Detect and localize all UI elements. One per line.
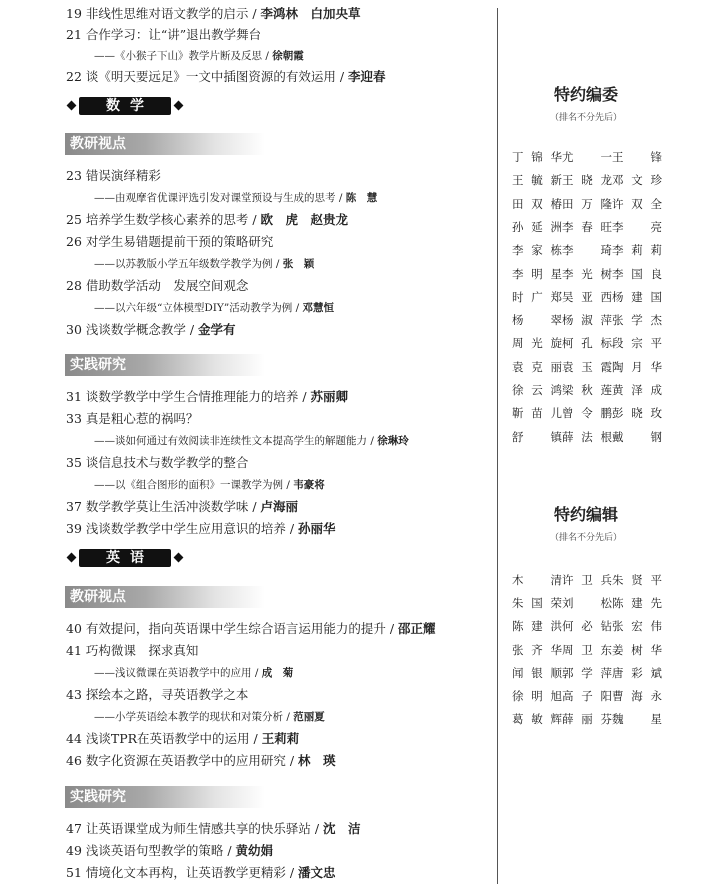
- toc-subentry[interactable]: [94, 477, 325, 493]
- person-name: 李 琦: [562, 243, 612, 258]
- person-name: 王 锋: [612, 150, 662, 164]
- entry-author: 李迎春: [348, 69, 386, 84]
- entry-author: 徐朝霞: [272, 50, 304, 62]
- toc-entry[interactable]: [66, 389, 348, 405]
- entry-title: 37 数学教学莫让生活冲淡数学味 /: [66, 499, 261, 514]
- person-name: 丁锦华: [512, 150, 562, 164]
- entry-title: 28 借助数学活动 发展空间观念: [66, 278, 249, 293]
- committee-note: （排名不分先后）: [549, 113, 622, 123]
- toc-entry[interactable]: [66, 322, 236, 338]
- toc-entry[interactable]: [66, 821, 361, 837]
- person-name: 孙延洲: [512, 219, 562, 234]
- toc-entry[interactable]: [66, 168, 161, 184]
- entry-title: 21 合作学习：让“讲”退出教学舞台: [66, 27, 262, 42]
- diamond-icon: [67, 101, 77, 111]
- person-name: 杨建国: [612, 289, 662, 304]
- person-name: 薛丽芬: [562, 712, 612, 727]
- person-name: 杨淑萍: [562, 313, 612, 328]
- person-name: 邓文珍: [612, 173, 662, 188]
- person-name: 袁克丽: [512, 359, 562, 374]
- committee-title: 特约编委: [553, 85, 618, 104]
- entry-author: 沈 洁: [323, 821, 361, 836]
- entry-author: 韦豪将: [293, 479, 325, 491]
- name-row: [512, 405, 662, 421]
- diamond-icon: [67, 553, 77, 563]
- category-label: 实践研究: [70, 357, 126, 373]
- diamond-icon: [174, 553, 184, 563]
- entry-author: 陈 慧: [345, 192, 378, 204]
- category-header: [65, 586, 265, 608]
- person-name: 袁玉霞: [562, 359, 612, 374]
- person-name: 葛敏辉: [512, 712, 562, 727]
- person-name: 王晓龙: [562, 173, 612, 188]
- person-name: 田双椿: [512, 196, 562, 211]
- entry-author: 潘文忠: [298, 865, 336, 880]
- entry-author: 苏丽卿: [310, 389, 349, 404]
- editors-title: 特约编辑: [553, 505, 618, 524]
- subject-header-math: [66, 97, 184, 115]
- entry-title: 46 数字化资源在英语教学中的应用研究 /: [66, 753, 299, 768]
- person-name: 柯孔标: [562, 336, 612, 351]
- entry-author: 黄幼娟: [235, 843, 274, 858]
- person-name: 田万隆: [562, 196, 612, 211]
- person-name: 陈建洪: [512, 619, 562, 634]
- entry-title: 49 浅谈英语句型教学的策略 /: [66, 843, 236, 858]
- person-name: 曹海永: [612, 689, 662, 703]
- toc-entry[interactable]: [66, 27, 261, 43]
- subject-bar: [79, 549, 171, 567]
- person-name: 段宗平: [612, 336, 662, 351]
- name-row: [512, 149, 662, 165]
- entry-author: 徐琳玲: [377, 435, 409, 447]
- person-name: 姜树华: [612, 642, 662, 657]
- entry-title: ——《小猴子下山》教学片断及反思 /: [94, 50, 273, 62]
- entry-author: 张 颖: [282, 258, 315, 270]
- name-row: [512, 572, 662, 588]
- entry-author: 邵正耀: [398, 621, 436, 636]
- person-name: 闻银顺: [512, 665, 562, 680]
- toc-subentry[interactable]: [94, 48, 304, 64]
- person-name: 李家栋: [512, 243, 562, 258]
- masthead-column: [498, 0, 722, 894]
- toc-entry[interactable]: [66, 69, 386, 85]
- subject-header-english: [66, 549, 184, 567]
- person-name: 时广郑: [512, 289, 562, 304]
- entry-title: 35 谈信息技术与数学教学的整合: [66, 455, 249, 470]
- category-label: 实践研究: [70, 789, 126, 805]
- toc-entry[interactable]: [66, 234, 273, 250]
- person-name: 郭学萍: [562, 665, 612, 680]
- person-name: 曾令鹏: [562, 406, 612, 421]
- entry-title: ——以苏教版小学五年级数学教学为例 /: [94, 258, 283, 270]
- person-name: 唐彩斌: [612, 665, 662, 680]
- toc-entry[interactable]: [66, 643, 198, 659]
- person-name: 黄泽成: [612, 383, 662, 397]
- name-row: [512, 618, 662, 634]
- name-row: [512, 335, 662, 351]
- entry-author: 邓慧恒: [302, 302, 334, 314]
- diamond-icon: [174, 101, 184, 111]
- person-name: 吴亚西: [562, 289, 612, 304]
- name-row: [512, 595, 662, 611]
- person-name: 舒 镇: [512, 429, 562, 444]
- entry-title: 40 有效提问，指向英语课中学生综合语言运用能力的提升 /: [66, 621, 399, 636]
- entry-title: ——小学英语绘本教学的现状和对策分析 /: [94, 711, 294, 723]
- entry-title: 25 培养学生数学核心素养的思考 /: [66, 212, 261, 227]
- entry-title: 30 浅谈数学概念教学 /: [66, 322, 199, 337]
- toc-entry[interactable]: [66, 499, 298, 515]
- entry-title: ——由观摩省优课评选引发对课堂预设与生成的思考 /: [94, 192, 346, 204]
- toc-subentry[interactable]: [94, 300, 334, 316]
- person-name: 王毓新: [512, 173, 562, 188]
- name-row: [512, 266, 662, 282]
- person-name: 李明星: [512, 266, 562, 281]
- name-row: [512, 289, 662, 305]
- entry-author: 卢海丽: [260, 499, 299, 514]
- name-row: [512, 242, 662, 258]
- person-name: 张学杰: [612, 313, 662, 328]
- toc-entry[interactable]: [66, 411, 198, 427]
- entry-title: 47 让英语课堂成为师生情感共享的快乐驿站 /: [66, 821, 324, 836]
- person-name: 张宏伟: [612, 619, 662, 634]
- person-name: 朱国荣: [512, 596, 562, 611]
- entry-title: ——谈如何通过有效阅读非连续性文本提高学生的解题能力 /: [94, 435, 378, 447]
- person-name: 徐云鸿: [512, 383, 562, 397]
- toc-entry[interactable]: [66, 278, 248, 294]
- person-name: 戴 钢: [612, 429, 662, 444]
- entry-title: 39 浅谈数学教学中学生应用意识的培养 /: [66, 521, 299, 536]
- name-row: [512, 172, 662, 188]
- entry-title: 19 非线性思维对语文教学的启示 /: [66, 6, 261, 21]
- subject-label: 数学: [106, 98, 154, 114]
- person-name: 刘 松: [562, 596, 612, 611]
- entry-title: 31 谈数学教学中学生合情推理能力的培养 /: [66, 389, 311, 404]
- toc-subentry[interactable]: [94, 709, 325, 725]
- toc-subentry[interactable]: [94, 256, 314, 272]
- person-name: 周光旋: [512, 336, 562, 351]
- toc-entry[interactable]: [66, 455, 248, 471]
- person-name: 许双全: [612, 196, 662, 211]
- person-name: 周卫东: [562, 642, 612, 657]
- entry-title: 26 对学生易错题提前干预的策略研究: [66, 234, 274, 249]
- category-label: 教研视点: [70, 589, 126, 605]
- toc-entry[interactable]: [66, 753, 336, 769]
- entry-title: ——以《组合图形的面积》一课教学为例 /: [94, 479, 294, 491]
- entry-title: 33 真是粗心惹的祸吗？: [66, 411, 199, 426]
- entry-author: 林 瑛: [298, 753, 336, 768]
- person-name: 陈建先: [612, 596, 662, 611]
- person-name: 张齐华: [512, 642, 562, 657]
- toc-entry[interactable]: [66, 865, 336, 881]
- person-name: 尤 一: [562, 150, 612, 164]
- entry-title: 23 错误演绎精彩: [66, 168, 161, 183]
- person-name: 李国良: [612, 266, 662, 281]
- category-header: [65, 354, 265, 376]
- entry-title: ——浅议微课在英语教学中的应用 /: [94, 667, 262, 679]
- person-name: 李春旺: [562, 219, 612, 234]
- person-name: 朱贤平: [612, 573, 662, 587]
- toc-entry[interactable]: [66, 6, 361, 22]
- name-row: [512, 711, 662, 727]
- person-name: 李莉莉: [612, 243, 662, 258]
- toc-entry[interactable]: [66, 687, 248, 703]
- entry-author: 王莉莉: [261, 731, 300, 746]
- toc-entry[interactable]: [66, 621, 436, 637]
- name-row: [512, 196, 662, 212]
- toc-subentry[interactable]: [94, 433, 409, 449]
- category-header: [65, 133, 265, 155]
- entry-author: 孙丽华: [298, 521, 336, 536]
- toc-subentry[interactable]: [94, 665, 293, 681]
- name-row: [512, 688, 662, 704]
- entry-title: 43 探绘本之路，寻英语教学之本: [66, 687, 249, 702]
- category-label: 教研视点: [70, 136, 126, 152]
- person-name: 高子阳: [562, 689, 612, 703]
- subject-label: 英语: [106, 550, 154, 566]
- person-name: 何必钻: [562, 619, 612, 634]
- name-row: [512, 312, 662, 328]
- entry-title: 51 情境化文本再构，让英语教学更精彩 /: [66, 865, 299, 880]
- name-row: [512, 382, 662, 398]
- toc-subentry[interactable]: [94, 190, 377, 206]
- toc-entry[interactable]: [66, 843, 273, 859]
- entry-author: 欧 虎 赵贵龙: [260, 212, 349, 227]
- entry-title: 41 巧构微课 探求真知: [66, 643, 199, 658]
- person-name: 梁秋莲: [562, 383, 612, 397]
- person-name: 彭晓玫: [612, 406, 662, 421]
- person-name: 李光树: [562, 266, 612, 281]
- name-row: [512, 429, 662, 445]
- entry-title: 44 浅谈TPR在英语教学中的运用 /: [66, 731, 262, 746]
- person-name: 陶月华: [612, 359, 662, 374]
- name-row: [512, 219, 662, 235]
- person-name: 许卫兵: [562, 573, 612, 587]
- entry-author: 成 菊: [261, 667, 294, 679]
- entry-author: 范丽夏: [293, 711, 325, 723]
- entry-author: 金学有: [198, 322, 236, 337]
- entry-title: ——以六年级“立体模型DIY”活动教学为例 /: [94, 302, 303, 314]
- toc-entry[interactable]: [66, 521, 336, 537]
- editors-note: （排名不分先后）: [549, 533, 622, 543]
- entry-author: 李鸿林 白加央草: [260, 6, 361, 21]
- person-name: 李 亮: [612, 219, 662, 234]
- subject-bar: [79, 97, 171, 115]
- toc-entry[interactable]: [66, 212, 348, 228]
- person-name: 薛法根: [562, 429, 612, 444]
- toc-entry[interactable]: [66, 731, 299, 747]
- name-row: [512, 642, 662, 658]
- person-name: 徐明旭: [512, 689, 562, 703]
- name-row: [512, 665, 662, 681]
- person-name: 木 清: [512, 573, 562, 587]
- person-name: 魏 星: [612, 712, 662, 727]
- person-name: 杨 翠: [512, 313, 562, 328]
- person-name: 靳苗儿: [512, 406, 562, 421]
- entry-title: 22 谈《明天要远足》一文中插图资源的有效运用 /: [66, 69, 349, 84]
- name-row: [512, 359, 662, 375]
- category-header: [65, 786, 265, 808]
